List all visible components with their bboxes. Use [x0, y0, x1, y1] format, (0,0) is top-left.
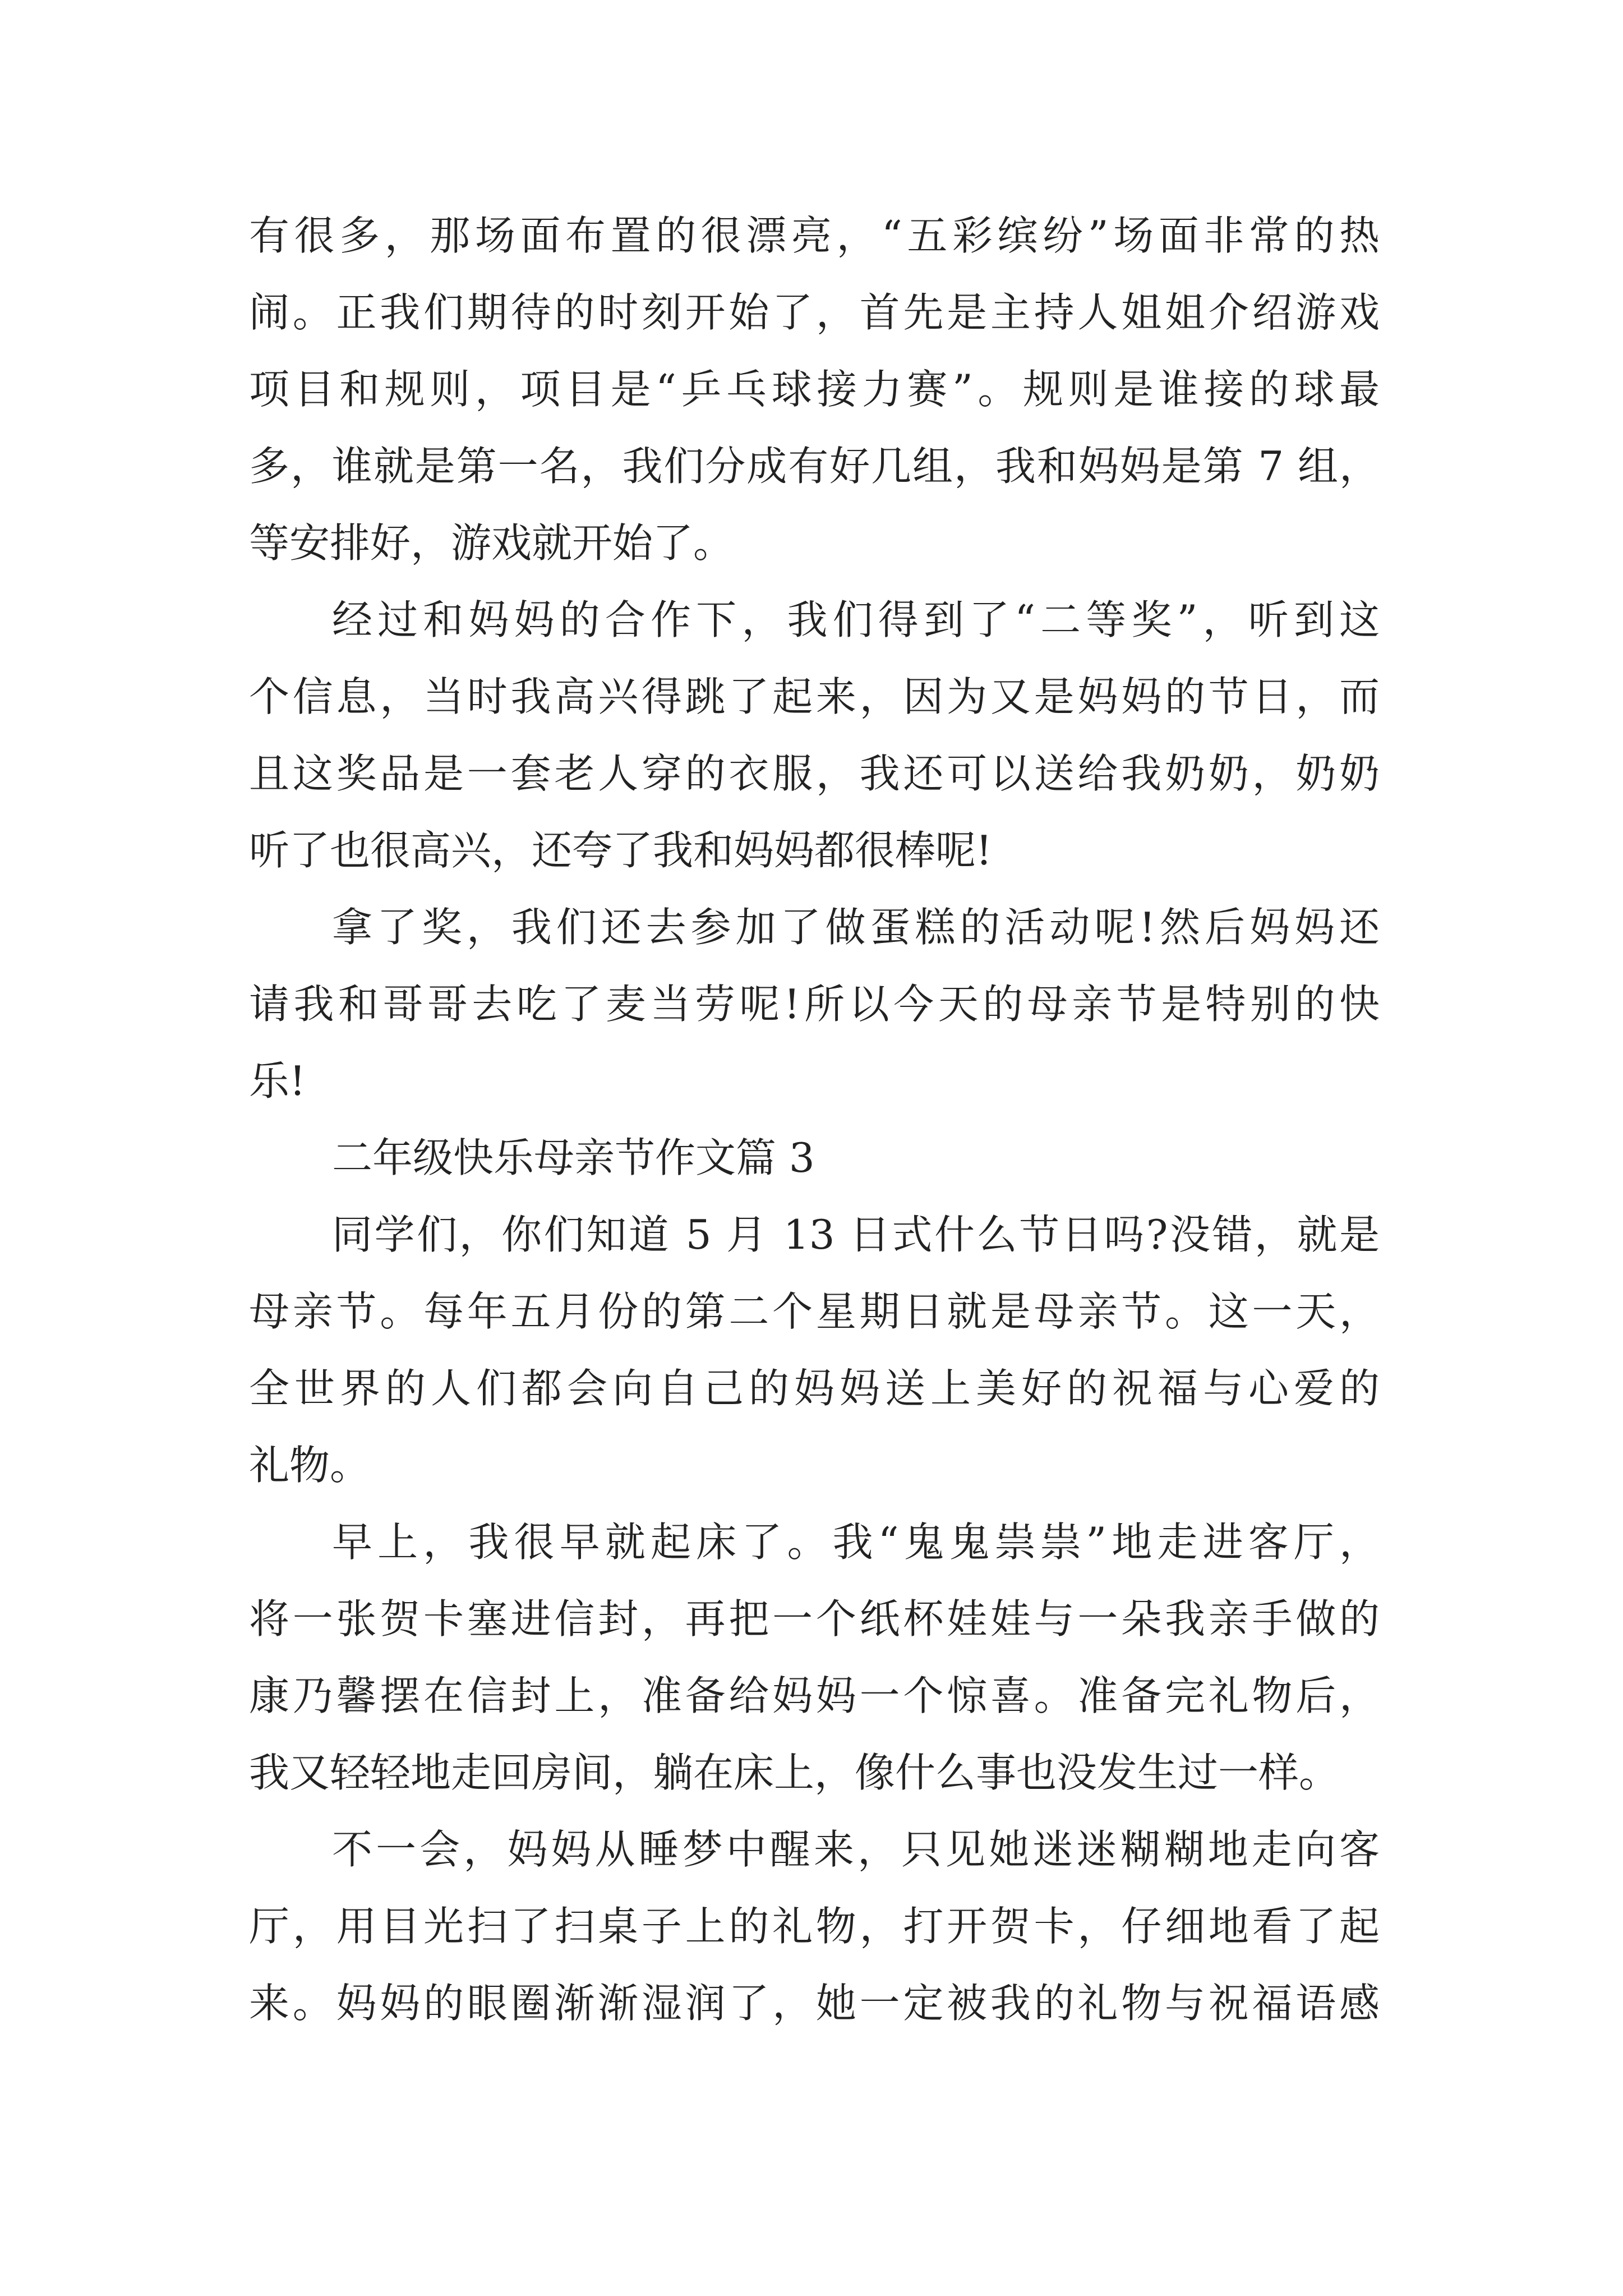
text-line: 项目和规则，项目是“乒乓球接力赛”。规则是谁接的球最	[249, 366, 1380, 413]
paragraph-first-line: 不一会，妈妈从睡梦中醒来，只见她迷迷糊糊地走向客	[332, 1826, 1380, 1873]
section-heading: 二年级快乐母亲节作文篇 3	[332, 1134, 815, 1181]
text-line: 全世界的人们都会向自己的妈妈送上美好的祝福与心爱的	[249, 1365, 1380, 1412]
text-line: 我又轻轻地走回房间，躺在床上，像什么事也没发生过一样。	[249, 1749, 1340, 1796]
text-line: 康乃馨摆在信封上，准备给妈妈一个惊喜。准备完礼物后，	[249, 1672, 1380, 1719]
paragraph-first-line: 经过和妈妈的合作下，我们得到了“二等奖”，听到这	[332, 596, 1380, 643]
text-line: 有很多，那场面布置的很漂亮，“五彩缤纷”场面非常的热	[249, 212, 1380, 259]
text-line: 请我和哥哥去吃了麦当劳呢!所以今天的母亲节是特别的快	[249, 981, 1380, 1028]
text-line: 将一张贺卡塞进信封，再把一个纸杯娃娃与一朵我亲手做的	[249, 1595, 1380, 1642]
text-line: 且这奖品是一套老人穿的衣服，我还可以送给我奶奶，奶奶	[249, 750, 1380, 797]
text-line: 厅，用目光扫了扫桌子上的礼物，打开贺卡，仔细地看了起	[249, 1903, 1380, 1950]
text-line: 母亲节。每年五月份的第二个星期日就是母亲节。这一天，	[249, 1288, 1380, 1335]
text-line: 来。妈妈的眼圈渐渐湿润了，她一定被我的礼物与祝福语感	[249, 1980, 1380, 2027]
essay-body	[249, 197, 1380, 2042]
paragraph-first-line: 早上，我很早就起床了。我“鬼鬼祟祟”地走进客厅，	[332, 1519, 1380, 1566]
text-line: 乐!	[249, 1057, 306, 1105]
text-line: 闹。正我们期待的时刻开始了，首先是主持人姐姐介绍游戏	[249, 289, 1380, 336]
paragraph-first-line: 同学们，你们知道 5 月 13 日式什么节日吗?没错，就是	[332, 1211, 1380, 1258]
text-line: 听了也很高兴，还夸了我和妈妈都很棒呢!	[249, 827, 992, 874]
text-line: 礼物。	[249, 1442, 371, 1489]
text-line: 个信息，当时我高兴得跳了起来，因为又是妈妈的节日，而	[249, 673, 1380, 720]
paragraph-first-line: 拿了奖，我们还去参加了做蛋糕的活动呢!然后妈妈还	[332, 904, 1380, 951]
text-line: 多，谁就是第一名，我们分成有好几组，我和妈妈是第 7 组，	[249, 443, 1380, 490]
text-line: 等安排好，游戏就开始了。	[249, 519, 734, 567]
